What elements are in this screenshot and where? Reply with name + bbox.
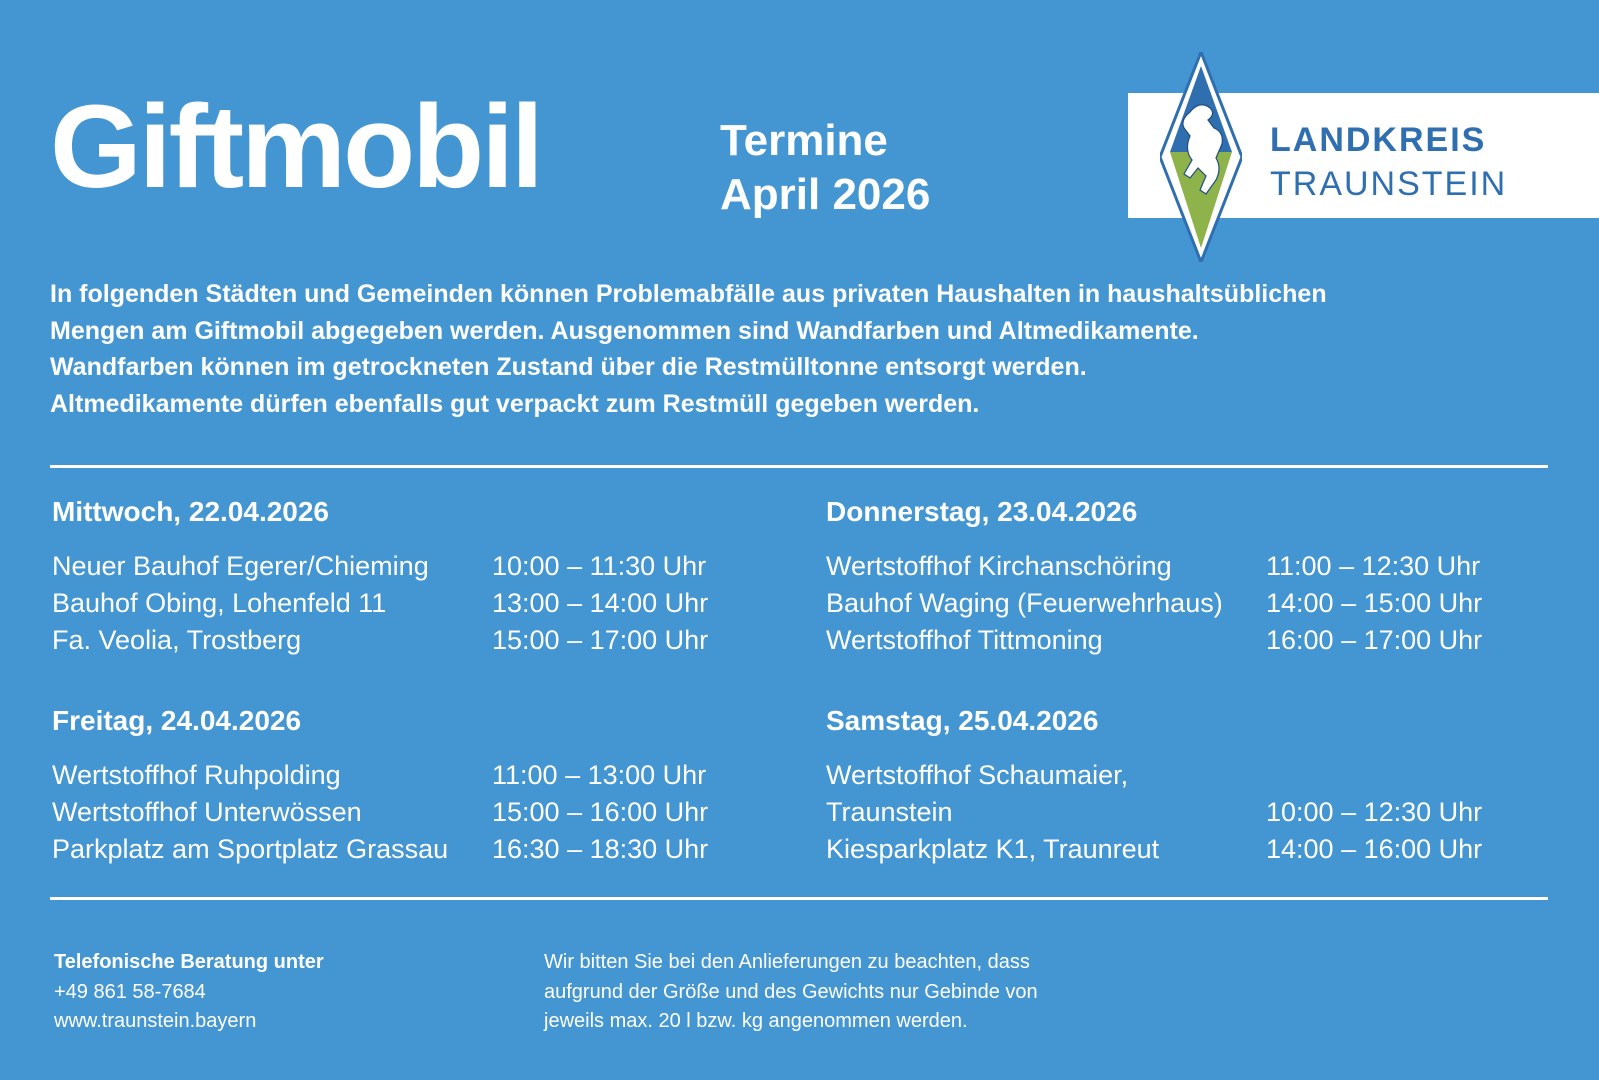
- website-link[interactable]: www.traunstein.bayern: [54, 1010, 257, 1032]
- time-range: 15:00 – 17:00 Uhr: [492, 625, 709, 655]
- phone-number: +49 861 58-7684: [54, 980, 206, 1003]
- location: Neuer Bauhof Egerer/Chieming: [52, 551, 429, 581]
- schedule-row: [826, 831, 1526, 868]
- location: Wertstoffhof Schaumaier,: [826, 760, 1129, 790]
- time-range: 11:00 – 12:30 Uhr: [1266, 551, 1481, 581]
- location: Parkplatz am Sportplatz Grassau: [52, 834, 449, 864]
- intro-line: Mengen am Giftmobil abgegeben werden. Ausgenommen sind Wandfarben und Altmedikamente.: [50, 316, 1199, 345]
- time-range: 10:00 – 12:30 Uhr: [1266, 797, 1483, 827]
- schedule-row: [826, 622, 1526, 659]
- schedule-day-thursday: [826, 494, 1526, 659]
- logo-wordmark: [1270, 118, 1507, 206]
- schedule-row: [826, 794, 1526, 831]
- time-range: 13:00 – 14:00 Uhr: [492, 588, 709, 618]
- schedule-row: [52, 757, 752, 794]
- subtitle-line-1: Termine: [720, 116, 888, 165]
- schedule-day-wednesday: [52, 494, 752, 659]
- intro-line: In folgenden Städten und Gemeinden können Problemabfälle aus privaten Haushalten in haushaltsüblichen: [50, 280, 1327, 308]
- location: Kiesparkplatz K1, Traunreut: [826, 834, 1160, 864]
- note-line: Wir bitten Sie bei den Anlieferungen zu beachten, dass: [544, 951, 1030, 973]
- schedule-row: [826, 585, 1526, 622]
- location: Wertstoffhof Kirchanschöring: [826, 551, 1172, 581]
- location: Bauhof Obing, Lohenfeld 11: [52, 588, 387, 618]
- logo-line-2: TRAUNSTEIN: [1270, 165, 1508, 203]
- time-range: 14:00 – 15:00 Uhr: [1266, 588, 1483, 618]
- intro-line: Wandfarben können im getrockneten Zustand über die Restmülltonne entsorgt werden.: [50, 353, 1087, 381]
- location: Wertstoffhof Tittmoning: [826, 625, 1103, 655]
- location: Wertstoffhof Unterwössen: [52, 797, 362, 827]
- location: Wertstoffhof Ruhpolding: [52, 760, 341, 790]
- location: Bauhof Waging (Feuerwehrhaus): [826, 588, 1223, 618]
- schedule-row: [52, 585, 752, 622]
- schedule-row: [52, 794, 752, 831]
- day-heading: Freitag, 24.04.2026: [52, 705, 302, 736]
- schedule-row: [52, 831, 752, 868]
- day-heading: Donnerstag, 23.04.2026: [826, 496, 1138, 527]
- delivery-note: [544, 948, 1038, 1037]
- page-subtitle: [720, 114, 930, 222]
- contact-heading: Telefonische Beratung unter: [54, 951, 324, 973]
- page-title: Giftmobil: [50, 81, 541, 213]
- note-line: aufgrund der Größe und des Gewichts nur Gebinde von: [544, 980, 1038, 1003]
- divider-top: [50, 465, 1548, 468]
- location: Fa. Veolia, Trostberg: [52, 625, 302, 655]
- schedule-row: [52, 548, 752, 585]
- time-range: 10:00 – 11:30 Uhr: [492, 551, 707, 581]
- time-range: 16:30 – 18:30 Uhr: [492, 834, 709, 864]
- time-range: 14:00 – 16:00 Uhr: [1266, 834, 1483, 864]
- contact-info: [54, 948, 324, 1037]
- schedule-day-saturday: [826, 703, 1526, 868]
- location: Traunstein: [826, 797, 953, 827]
- intro-line: Altmedikamente dürfen ebenfalls gut verpackt zum Restmüll gegeben werden.: [50, 389, 980, 418]
- note-line: jeweils max. 20 l bzw. kg angenommen werden.: [544, 1010, 968, 1032]
- time-range: 11:00 – 13:00 Uhr: [492, 760, 707, 790]
- day-heading: Samstag, 25.04.2026: [826, 705, 1099, 736]
- schedule-day-friday: [52, 703, 752, 868]
- day-heading: Mittwoch, 22.04.2026: [52, 496, 330, 527]
- intro-paragraph: [50, 276, 1510, 422]
- time-range: 15:00 – 16:00 Uhr: [492, 797, 709, 827]
- schedule-row: [826, 548, 1526, 585]
- time-range: 16:00 – 17:00 Uhr: [1266, 625, 1483, 655]
- coat-of-arms-icon: [1160, 52, 1242, 262]
- subtitle-line-2: April 2026: [720, 170, 931, 219]
- logo-line-1: LANDKREIS: [1270, 121, 1487, 159]
- schedule-row: [826, 757, 1526, 794]
- divider-bottom: [50, 897, 1548, 900]
- schedule-row: [52, 622, 752, 659]
